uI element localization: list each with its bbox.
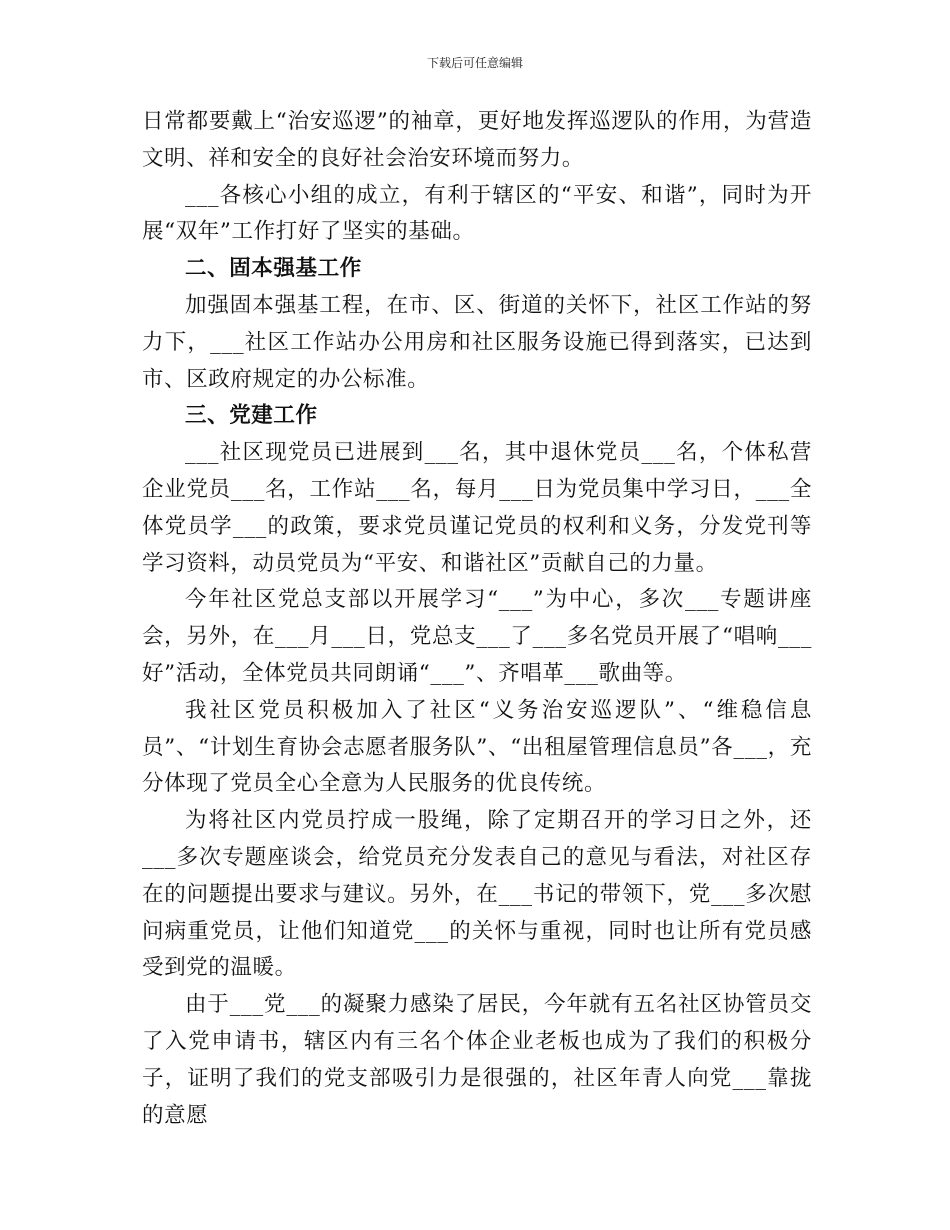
paragraph-cohesion: 由于___党___的凝聚力感染了居民，今年就有五名社区协管员交了入党申请书，辖区内有三名个体企业老板也成为了我们的积极分子，证明了我们的党支部吸引力是很强的，社区年青人向党___靠拢的意愿 (142, 992, 812, 1128)
paragraph-forums: 为将社区内党员拧成一股绳，除了定期召开的学习日之外，还___多次专题座谈会，给党员充分发表自己的意见与看法，对社区存在的问题提出要求与建议。另外，在___书记的带领下，党___多次慰问病重党员，让他们知道党___的关怀与重视，同时也让所有党员感受到党的温暖。 (142, 808, 812, 981)
section-heading-3: 三、党建工作 (185, 403, 318, 429)
section-heading-2: 二、固本强基工作 (185, 256, 362, 282)
paragraph-foundation: 加强固本强基工程，在市、区、街道的关怀下，社区工作站的努力下，___社区工作站办公用房和社区服务设施已得到落实，已达到市、区政府规定的办公标准。 (142, 292, 812, 392)
paragraph-volunteer-teams: 我社区党员积极加入了社区“义务治安巡逻队”、“维稳信息员”、“计划生育协会志愿者服务队”、“出租屋管理信息员”各___，充分体现了党员全心全意为人民服务的优良传统。 (142, 697, 812, 797)
paragraph-study-activities: 今年社区党总支部以开展学习“___”为中心，多次___专题讲座会，另外，在___月___日，党总支___了___多名党员开展了“唱响___好”活动，全体党员共同朗诵“___”、齐唱革___歌曲等。 (142, 587, 812, 686)
paragraph-core-groups: ___各核心小组的成立，有利于辖区的“平安、和谐”，同时为开展“双年”工作打好了坚实的基础。 (142, 182, 812, 245)
document-body (142, 104, 812, 1134)
paragraph-continued: 日常都要戴上“治安巡逻”的袖章，更好地发挥巡逻队的作用，为营造文明、祥和安全的良好社会治安环境而努力。 (142, 109, 812, 171)
paragraph-party-members: ___社区现党员已进展到___名，其中退休党员___名，个体私营企业党员___名，工作站___名，每月___日为党员集中学习日，___全体党员学___的政策，要求党员谨记党员的权利和义务，分发党刊等学习资料，动员党员为“平安、和谐社区”贡献自己的力量。 (142, 440, 812, 576)
page-header: 下载后可任意编辑 (426, 56, 523, 70)
